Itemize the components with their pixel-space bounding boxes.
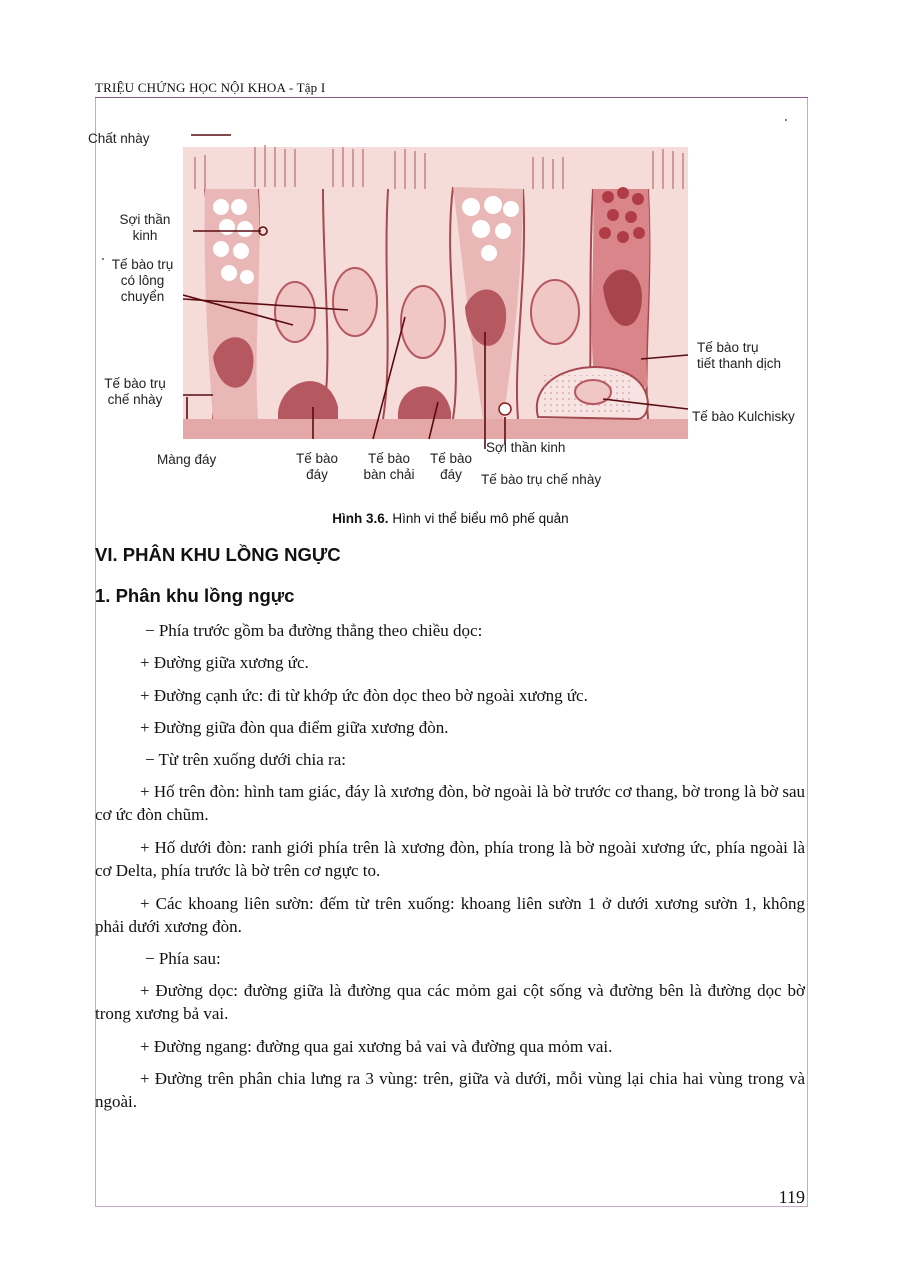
label-goblet-cell — [90, 376, 180, 408]
paragraph: + Đường cạnh ức: đi từ khớp ức đòn dọc theo bờ ngoài xương ức. — [140, 686, 588, 705]
speck — [785, 119, 787, 121]
paragraph: + Các khoang liên sườn: đếm từ trên xuống: khoang liên sườn 1 ở dưới xương sườn 1, không phải dưới xương đòn. — [95, 894, 805, 936]
label-brush-cell — [355, 451, 423, 483]
label-mucus: Chất nhày — [88, 131, 150, 146]
figure-caption — [0, 511, 901, 526]
label-line: bàn chải — [363, 467, 415, 482]
label-kulchisky-cell: Tế bào Kulchisky — [692, 409, 795, 424]
label-line: có lông — [120, 273, 165, 288]
label-line: Tế bào trụ — [111, 257, 174, 272]
label-basement-membrane: Màng đáy — [157, 452, 217, 467]
label-line: kinh — [132, 228, 158, 243]
basement-membrane — [183, 419, 688, 439]
paragraph: + Đường trên phân chia lưng ra 3 vùng: trên, giữa và dưới, mỗi vùng lại chia hai vùng trong và ngoài. — [95, 1069, 805, 1111]
label-line: Tế bào trụ — [104, 376, 166, 391]
label-line: tiết thanh dịch — [697, 356, 782, 371]
paragraph: + Hố dưới đòn: ranh giới phía trên là xương đòn, phía trong là bờ ngoài xương ức, phía ngoài là cơ Delta, phía trước là bờ trên cơ ngực to. — [95, 838, 805, 880]
label-line: đáy — [306, 467, 328, 482]
label-line: Tế bào — [295, 451, 339, 466]
label-basal-cell-1 — [287, 451, 347, 483]
section-heading: VI. PHÂN KHU LỒNG NGỰC — [95, 544, 341, 565]
paragraph: + Hố trên đòn: hình tam giác, đáy là xương đòn, bờ ngoài là bờ trước cơ thang, bờ trong là bờ sau cơ ức đòn chũm. — [95, 782, 805, 824]
subsection-heading: 1. Phân khu lồng ngực — [95, 585, 295, 606]
paragraph: − Từ trên xuống dưới chia ra: — [145, 750, 346, 769]
serous-cell-right — [592, 187, 650, 387]
bronchial-epithelium-illustration — [183, 127, 688, 487]
page-number: 119 — [778, 1187, 805, 1207]
label-basal-cell-2 — [422, 451, 480, 483]
paragraph: + Đường giữa xương ức. — [140, 653, 309, 672]
label-goblet-cell-bottom: Tế bào trụ chế nhày — [481, 472, 602, 487]
paragraph: + Đường ngang: đường qua gai xương bả vai và đường qua mỏm vai. — [140, 1037, 613, 1056]
label-line: Tế bào trụ — [697, 340, 759, 355]
label-serous-cell — [697, 340, 781, 372]
paragraph: + Đường dọc: đường giữa là đường qua các mỏm gai cột sống và đường bên là đường dọc bờ trong xương bả vai. — [95, 981, 805, 1023]
label-ciliated-cell — [100, 257, 185, 305]
label-line: chuyển — [120, 289, 165, 304]
label-nerve-fiber-top — [105, 212, 185, 244]
label-line: Tế bào — [367, 451, 411, 466]
paragraph: − Phía sau: — [145, 949, 221, 968]
label-line: Tế bào — [429, 451, 473, 466]
paragraph: − Phía trước gồm ba đường thẳng theo chiều dọc: — [145, 621, 483, 640]
label-nerve-fiber-bottom: Sợi thần kinh — [486, 440, 566, 455]
label-line: đáy — [440, 467, 462, 482]
nerve-ending — [499, 403, 511, 415]
label-line: chế nhày — [107, 392, 163, 407]
paragraph: + Đường giữa đòn qua điểm giữa xương đòn. — [140, 718, 449, 737]
caption-text: Hình vi thể biểu mô phế quản — [388, 511, 569, 526]
header-rule — [95, 97, 808, 98]
caption-label: Hình 3.6. — [332, 511, 389, 526]
label-line: Sợi thần — [119, 212, 171, 227]
running-header: TRIỆU CHỨNG HỌC NỘI KHOA - Tập I — [95, 80, 326, 95]
